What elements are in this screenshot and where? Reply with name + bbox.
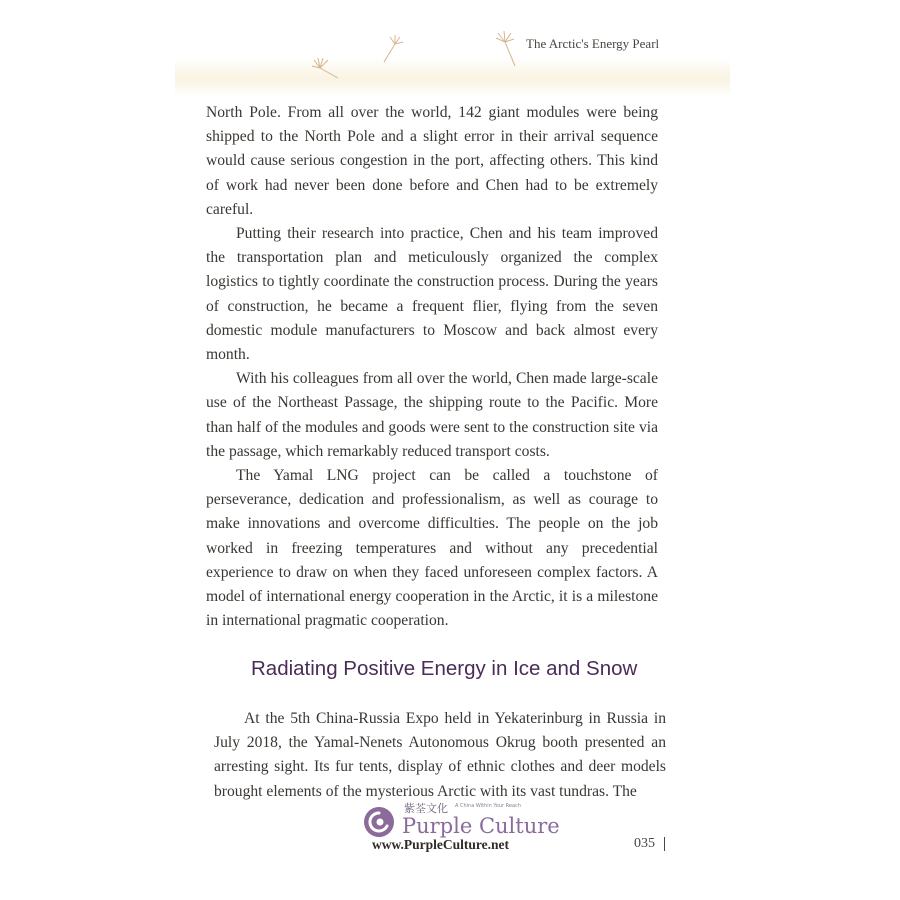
body-text [206,101,658,633]
paragraph: North Pole. From all over the world, 142 giant modules were being shipped to the North Pole and a slight error in their arrival sequence would cause serious congestion in the port, affecting others. This kind of work had never been done before and Chen had to be extremely careful. [206,104,658,218]
section-text [214,707,666,804]
watermark-url: www.PurpleCulture.net [372,837,509,852]
watermark-tagline: A China Within Your Reach [455,803,521,809]
watermark-brand: Purple Culture [402,814,560,838]
paragraph: Putting their research into practice, Chen and his team improved the transportation plan and meticulously organized the complex logistics to tightly coordinate the construction process. During the years of construction, he became a frequent flier, flying from the seven domestic module manufacturers to Moscow and back almost every month. [206,225,658,364]
watermark-chinese-name: 紫荃文化 [404,802,448,815]
section-heading: Radiating Positive Energy in Ice and Snow [251,657,638,680]
paragraph: At the 5th China-Russia Expo held in Yekaterinburg in Russia in July 2018, the Yamal-Nenets Autonomous Okrug booth presented an arresting sight. Its fur tents, display of ethnic clothes and deer models brought elements of the mysterious Arctic with its vast tundras. The [214,710,666,800]
paragraph: The Yamal LNG project can be called a touchstone of perseverance, dedication and professionalism, as well as courage to make innovations and overcome difficulties. The people on the job worked in freezing temperatures and without any precedential experience to draw on when they faced unforeseen complex factors. A model of international energy cooperation in the Arctic, it is a milestone in international pragmatic cooperation. [206,467,658,630]
page-number-rule [664,837,665,851]
dandelion-seeds-decoration [310,30,530,90]
purple-culture-logo-icon [362,805,396,839]
watermark [362,800,562,860]
page-number: 035 [634,836,655,851]
paragraph: With his colleagues from all over the world, Chen made large-scale use of the Northeast Passage, the shipping route to the Pacific. More than half of the modules and goods were sent to the construction site via the passage, which remarkably reduced transport costs. [206,370,658,460]
running-title: The Arctic's Energy Pearl [526,36,660,51]
